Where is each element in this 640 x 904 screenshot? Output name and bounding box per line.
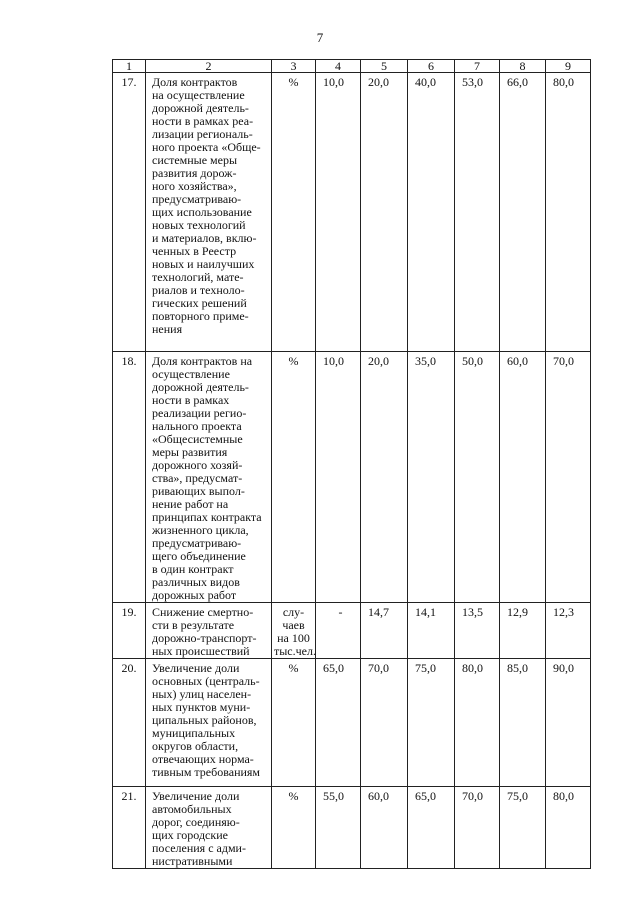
indicator-name-line: ных) улиц населен-: [152, 687, 252, 701]
indicator-name-line: предусматриваю-: [152, 192, 242, 206]
indicator-name-line: поселения с адми-: [152, 841, 246, 855]
unit-line: %: [288, 75, 299, 89]
indicator-name-line: различных видов: [152, 575, 240, 589]
indicator-name-line: ного хозяйства»,: [152, 179, 237, 193]
value-column-9: 80,0: [546, 73, 591, 352]
indicator-name-line: муниципальных: [152, 726, 236, 740]
unit-of-measure: [272, 659, 316, 787]
indicator-name-line: Увеличение доли: [152, 661, 240, 675]
value-column-8: 12,9: [500, 603, 546, 659]
table-row: [113, 787, 591, 869]
column-number-6: 6: [408, 60, 455, 73]
value-column-5: 70,0: [361, 659, 408, 787]
indicator-name-line: Снижение смертно-: [152, 605, 254, 619]
value-column-6: 40,0: [408, 73, 455, 352]
indicator-name: [146, 787, 272, 869]
indicator-name: [146, 352, 272, 603]
value-column-5: 20,0: [361, 352, 408, 603]
value-column-6: 75,0: [408, 659, 455, 787]
unit-line: %: [288, 789, 299, 803]
indicator-name-line: отвечающих норма-: [152, 752, 254, 766]
column-number-9: 9: [546, 60, 591, 73]
value-column-7: 13,5: [455, 603, 500, 659]
indicator-name-line: ченных в Реестр: [152, 244, 237, 258]
indicator-name-line: риалов и техноло-: [152, 283, 245, 297]
value-column-7: 53,0: [455, 73, 500, 352]
indicator-name: [146, 659, 272, 787]
indicator-name-line: ных пунктов муни-: [152, 700, 251, 714]
unit-line: %: [288, 354, 299, 368]
unit-line: тыс.чел.: [274, 644, 316, 658]
column-number-8: 8: [500, 60, 546, 73]
indicator-name-line: «Общесистемные: [152, 432, 243, 446]
table-body: [113, 60, 591, 869]
value-column-8: 66,0: [500, 73, 546, 352]
column-number-3: 3: [272, 60, 316, 73]
indicator-name-line: щих использование: [152, 205, 252, 219]
indicator-name-line: дорожной деятель-: [152, 380, 249, 394]
indicator-name-line: реализации регио-: [152, 406, 247, 420]
indicator-name-line: Доля контрактов на: [152, 354, 253, 368]
indicator-name-line: системные меры: [152, 153, 238, 167]
indicator-name-line: в один контракт: [152, 562, 234, 576]
indicator-name-line: щих городские: [152, 828, 228, 842]
indicator-name-line: осуществление: [152, 367, 230, 381]
indicator-name-line: дорог, соединяю-: [152, 815, 240, 829]
indicator-name-line: ных происшествий: [152, 644, 250, 658]
unit-of-measure: [272, 73, 316, 352]
indicator-name-line: дорожного хозяй-: [152, 458, 243, 472]
value-column-9: 70,0: [546, 352, 591, 603]
indicator-name-line: нистративными: [152, 854, 233, 868]
indicator-name-line: основных (централь-: [152, 674, 260, 688]
indicator-name-line: ства», предусмат-: [152, 471, 243, 485]
value-column-4: 10,0: [316, 352, 361, 603]
value-column-7: 50,0: [455, 352, 500, 603]
indicator-name-line: гических решений: [152, 296, 247, 310]
table-row: [113, 352, 591, 603]
indicator-name-line: Доля контрактов: [152, 75, 238, 89]
value-column-5: 60,0: [361, 787, 408, 869]
indicator-name-line: меры развития: [152, 445, 228, 459]
indicator-name-line: предусматриваю-: [152, 536, 242, 550]
table-row: [113, 73, 591, 352]
column-number-7: 7: [455, 60, 500, 73]
indicator-name-line: нения: [152, 322, 183, 336]
indicator-name-line: развития дорож-: [152, 166, 237, 180]
indicator-name-line: ного проекта «Обще-: [152, 140, 261, 154]
value-column-8: 75,0: [500, 787, 546, 869]
value-column-9: 90,0: [546, 659, 591, 787]
indicator-name-line: новых и наилучших: [152, 257, 255, 271]
value-column-9: 80,0: [546, 787, 591, 869]
value-column-4: 55,0: [316, 787, 361, 869]
indicator-name-line: ривающих выпол-: [152, 484, 245, 498]
indicator-name-line: лизации региональ-: [152, 127, 253, 141]
indicator-name: [146, 603, 272, 659]
value-column-9: 12,3: [546, 603, 591, 659]
table-row: [113, 603, 591, 659]
column-number-5: 5: [361, 60, 408, 73]
indicator-name-line: нение работ на: [152, 497, 229, 511]
indicator-name: [146, 73, 272, 352]
value-column-8: 60,0: [500, 352, 546, 603]
row-number: 21.: [113, 787, 146, 869]
value-column-4: 65,0: [316, 659, 361, 787]
unit-line: слу-: [282, 605, 305, 619]
indicator-name-line: жизненного цикла,: [152, 523, 249, 537]
row-number: 19.: [113, 603, 146, 659]
indicator-name-line: и материалов, вклю-: [152, 231, 257, 245]
unit-of-measure: [272, 787, 316, 869]
value-column-7: 70,0: [455, 787, 500, 869]
value-column-4: 10,0: [316, 73, 361, 352]
indicators-table: [112, 59, 591, 869]
unit-line: чаев: [282, 618, 305, 632]
indicator-name-line: ности в рамках реа-: [152, 114, 254, 128]
indicator-name-line: тивным требованиям: [152, 765, 261, 779]
table-row: [113, 659, 591, 787]
row-number: 18.: [113, 352, 146, 603]
indicator-name-line: дорожных работ: [152, 588, 237, 602]
value-column-8: 85,0: [500, 659, 546, 787]
indicator-name-line: принципах контракта: [152, 510, 262, 524]
unit-of-measure: [272, 603, 316, 659]
indicator-name-line: нального проекта: [152, 419, 242, 433]
indicator-name-line: ности в рамках: [152, 393, 230, 407]
value-column-5: 14,7: [361, 603, 408, 659]
indicator-name-line: округов области,: [152, 739, 239, 753]
indicator-name-line: повторного приме-: [152, 309, 249, 323]
column-number-4: 4: [316, 60, 361, 73]
value-column-7: 80,0: [455, 659, 500, 787]
row-number: 20.: [113, 659, 146, 787]
page-number: 7: [316, 30, 324, 45]
indicator-name-line: сти в результате: [152, 618, 235, 632]
indicator-name-line: автомобильных: [152, 802, 232, 816]
unit-of-measure: [272, 352, 316, 603]
column-number-1: 1: [113, 60, 146, 73]
value-column-6: 35,0: [408, 352, 455, 603]
column-number-2: 2: [146, 60, 272, 73]
value-column-6: 14,1: [408, 603, 455, 659]
indicator-name-line: на осуществление: [152, 88, 245, 102]
row-number: 17.: [113, 73, 146, 352]
indicator-name-line: ципальных районов,: [152, 713, 257, 727]
indicator-name-line: дорожно-транспорт-: [152, 631, 257, 645]
indicator-name-line: Увеличение доли: [152, 789, 240, 803]
value-column-5: 20,0: [361, 73, 408, 352]
indicator-name-line: технологий, мате-: [152, 270, 244, 284]
indicator-name-line: щего объединение: [152, 549, 246, 563]
value-column-6: 65,0: [408, 787, 455, 869]
table-header-row: [113, 60, 591, 73]
indicator-name-line: новых технологий: [152, 218, 246, 232]
unit-line: на 100: [277, 631, 310, 645]
indicator-name-line: дорожной деятель-: [152, 101, 249, 115]
value-column-4: -: [316, 603, 361, 659]
unit-line: %: [288, 661, 299, 675]
